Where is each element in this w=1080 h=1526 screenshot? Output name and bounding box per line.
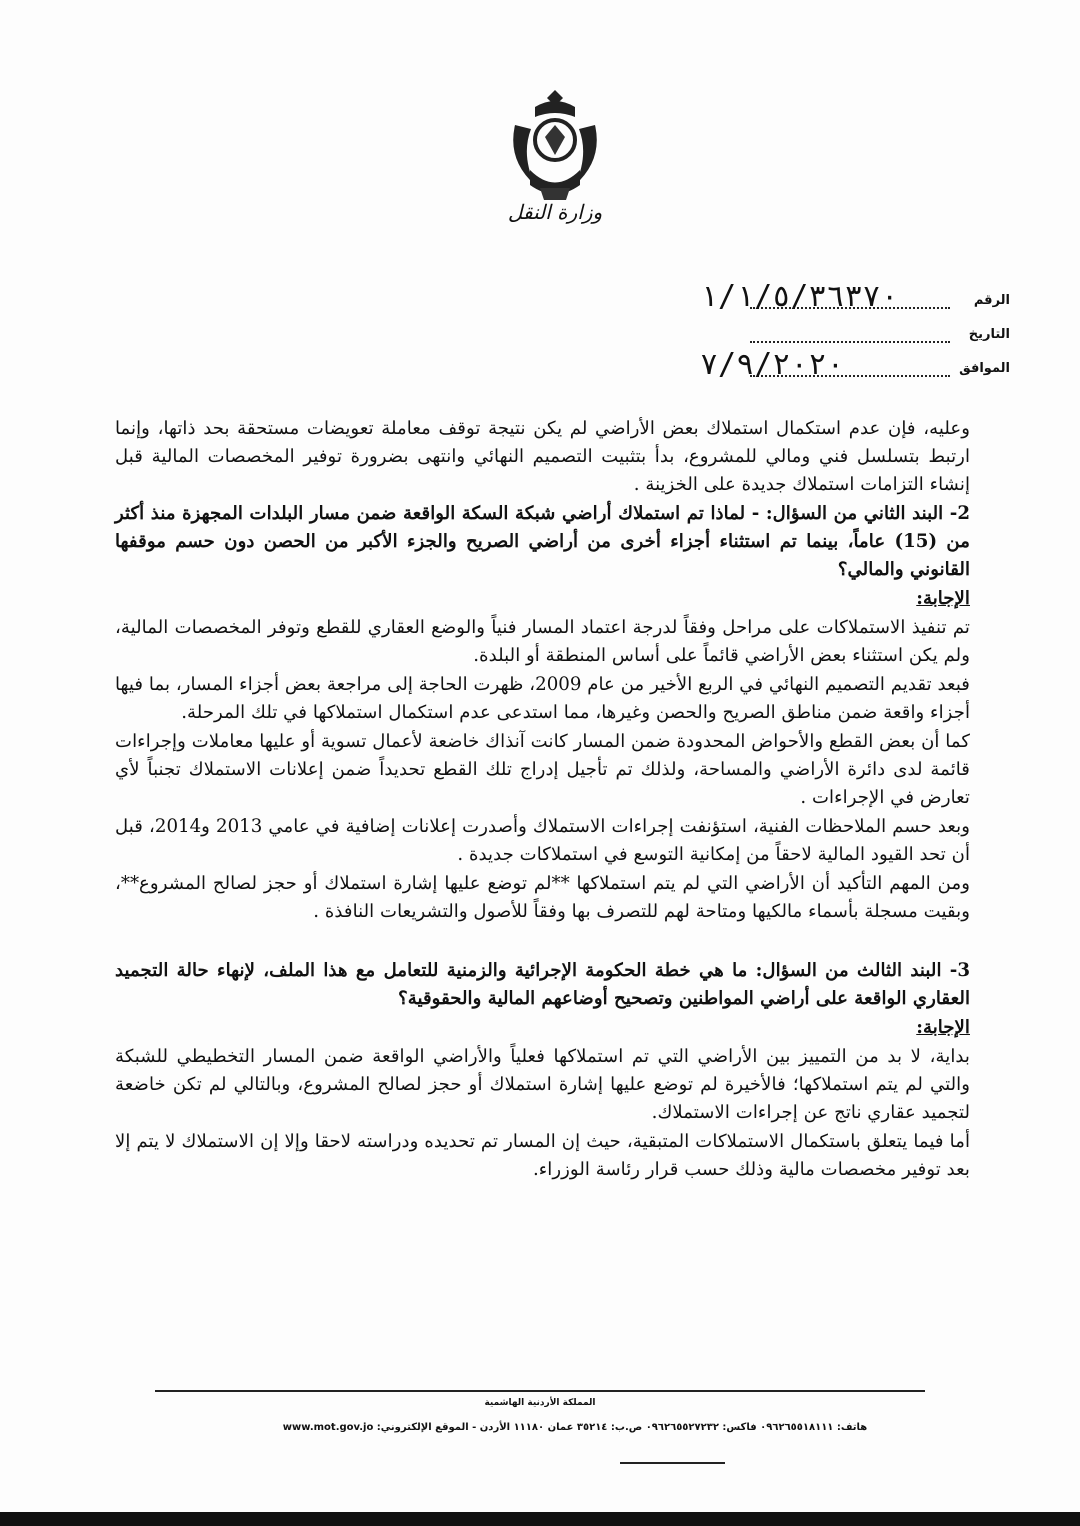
question-3: 3- البند الثالث من السؤال: ما هي خطة الحكومة الإجرائية والزمنية للتعامل مع هذا الملف، لإنهاء حالة التجميد العقاري الواقعة على أراضي المواطنين وتصحيح أوضاعهم المالية والحقوقية؟: [115, 960, 970, 1009]
footer-mark: [620, 1462, 725, 1464]
reference-block: [690, 279, 1010, 387]
footer-divider: [155, 1390, 925, 1392]
answer-2-paragraph: كما أن بعض القطع والأحواض المحدودة ضمن المسار كانت آنذاك خاضعة لأعمال تسوية أو عليها معاملات وإجراءات قائمة لدى دائرة الأراضي والمساحة، ولذلك تم تأجيل إدراج تلك القطع تحديداً ضمن إعلانات الاستملاك تجنباً لأي تعارض في الإجراءات .: [115, 731, 970, 808]
ministry-name: وزارة النقل: [507, 200, 603, 224]
answer-2-heading: الإجابة:: [916, 588, 970, 609]
ref-label: الرقم: [973, 293, 1010, 308]
question-2: 2- البند الثاني من السؤال: - لماذا تم استملاك أراضي شبكة السكة الواقعة ضمن مسار البلدات المجهزة منذ أكثر من (15) عاماً، بينما تم استثناء أجزاء أخرى من أراضي الصريح والجزء الأكبر من الحصن دون حسم موقفها القانوني والمالي؟: [115, 503, 970, 580]
scan-edge-bar: [0, 1512, 1080, 1526]
spacer: [115, 927, 970, 957]
coat-of-arms-emblem: [505, 85, 605, 215]
answer-2-paragraph: ومن المهم التأكيد أن الأراضي التي لم يتم استملاكها **لم توضع عليها إشارة استملاك أو حجز لصالح المشروع**، وبقيت مسجلة بأسماء مالكيها ومتاحة لهم للتصرف بها وفقاً للأصول والتشريعات النافذة .: [115, 873, 970, 922]
date-label: التاريخ: [968, 327, 1010, 342]
answer-3-heading: الإجابة:: [916, 1017, 970, 1038]
corresponding-label: الموافق: [959, 361, 1010, 376]
intro-paragraph: وعليه، فإن عدم استكمال استملاك بعض الأراضي لم يكن نتيجة توقف معاملة تعويضات مستحقة بحد ذاتها، وإنما ارتبط بتسلسل فني ومالي للمشروع، بدأ بتثبيت التصميم النهائي وانتهى بضرورة توفير المخصصات المالية قبل إنشاء التزامات استملاك جديدة على الخزينة .: [115, 418, 970, 495]
answer-3-paragraph: بداية، لا بد من التمييز بين الأراضي التي تم استملاكها فعلياً والأراضي الواقعة ضمن المسار التخطيطي للشبكة والتي لم يتم استملاكها؛ فالأخيرة لم توضع عليها إشارة استملاك أو حجز لصالح المشروع، وبالتالي لم تكن خاضعة لتجميد عقاري ناتج عن إجراءات الاستملاك.: [115, 1046, 970, 1123]
letter-body: [115, 415, 970, 1185]
answer-2-paragraph: وبعد حسم الملاحظات الفنية، استؤنفت إجراءات الاستملاك وأصدرت إعلانات إضافية في عامي 2013 و2014، قبل أن تحد القيود المالية لاحقاً من إمكانية التوسع في استملاكات جديدة .: [115, 816, 970, 865]
footer-contact: هاتف: ٠٩٦٢٦٥٥١٨١١١ فاكس: ٠٩٦٢٦٥٥٢٧٢٣٢ ص.ب: ٣٥٢١٤ عمان ١١١٨٠ الأردن - الموقع الإلكتروني: www.mot.gov.jo: [282, 1422, 868, 1433]
corresponding-value: ٧/٩/٢٠٢٠: [700, 347, 845, 382]
footer-kingdom: المملكة الأردنية الهاشمية: [484, 1398, 596, 1408]
answer-2-paragraph: تم تنفيذ الاستملاكات على مراحل وفقاً لدرجة اعتماد المسار فنياً والوضع العقاري للقطع وتوفر المخصصات المالية، ولم يكن استثناء بعض الأراضي قائماً على أساس المنطقة أو البلدة.: [115, 617, 970, 666]
corresponding-row: [690, 347, 1010, 387]
answer-3-paragraph: أما فيما يتعلق باستكمال الاستملاكات المتبقية، حيث إن المسار تم تحديده ودراسته لاحقا وإلا إن الاستملاك لا يتم إلا بعد توفير مخصصات مالية وذلك حسب قرار رئاسة الوزراء.: [115, 1131, 970, 1180]
date-dotted-line: [750, 341, 950, 343]
ref-value: ١/١/٥/٣٦٣٧٠: [700, 279, 899, 314]
answer-2-paragraph: فبعد تقديم التصميم النهائي في الربع الأخير من عام 2009، ظهرت الحاجة إلى مراجعة بعض أجزاء المسار، بما فيها أجزاء واقعة ضمن مناطق الصريح والحصن وغيرها، مما استدعى عدم استكمال استملاكها في تلك المرحلة.: [115, 674, 971, 723]
ref-number-row: [690, 279, 1010, 319]
